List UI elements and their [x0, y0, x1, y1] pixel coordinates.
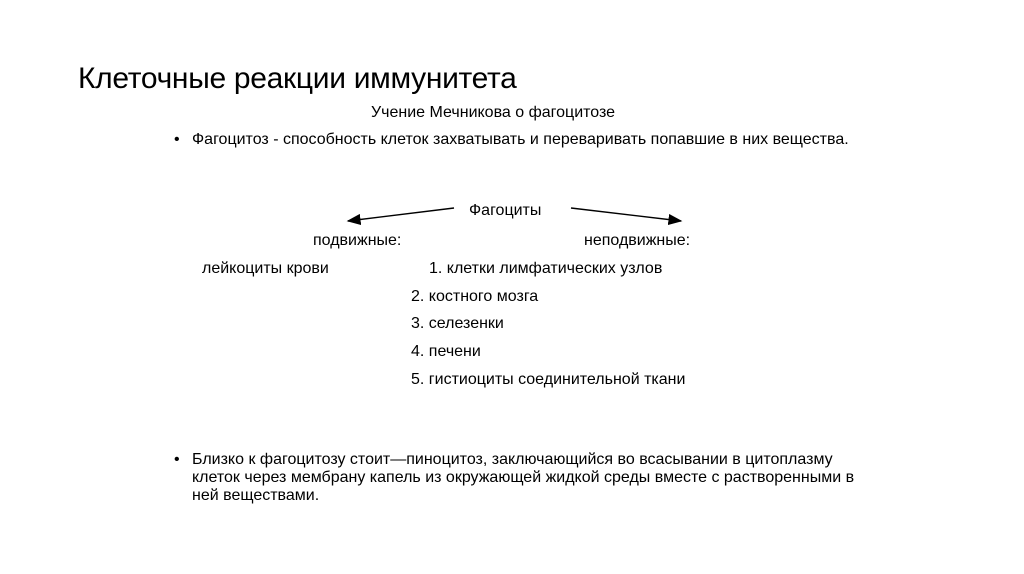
bullet-phagocytosis [174, 131, 852, 149]
immobile-item: 3. селезенки [411, 315, 504, 332]
immobile-label: неподвижные: [584, 232, 691, 249]
bullet-pinocytosis [174, 451, 862, 505]
immobile-item: 1. клетки лимфатических узлов [429, 260, 663, 277]
slide-subtitle: Учение Мечникова о фагоцитозе [371, 104, 616, 121]
phagocytes-label: Фагоциты [469, 202, 542, 219]
bullet-marker: • [174, 131, 180, 148]
bullet-pinocytosis-text: Близко к фагоцитозу стоит—пиноцитоз, заключающийся во всасывании в цитоплазму клеток через мембрану капель из окружающей жидкой среды вместе с растворенными в ней веществами. [192, 451, 855, 504]
immobile-item: 2. костного мозга [411, 288, 539, 305]
mobile-item: лейкоциты крови [202, 260, 329, 277]
immobile-item: 5. гистиоциты соединительной ткани [411, 371, 686, 388]
slide-title: Клеточные реакции иммунитета [78, 62, 517, 95]
bullet-phagocytosis-text: Фагоцитоз - способность клеток захватывать и переваривать попавшие в них вещества. [192, 131, 849, 148]
arrow-right-branch [571, 208, 681, 221]
mobile-label: подвижные: [313, 232, 402, 249]
arrow-left-branch [348, 208, 454, 221]
bullet-marker: • [174, 451, 180, 468]
immobile-item: 4. печени [411, 343, 481, 360]
